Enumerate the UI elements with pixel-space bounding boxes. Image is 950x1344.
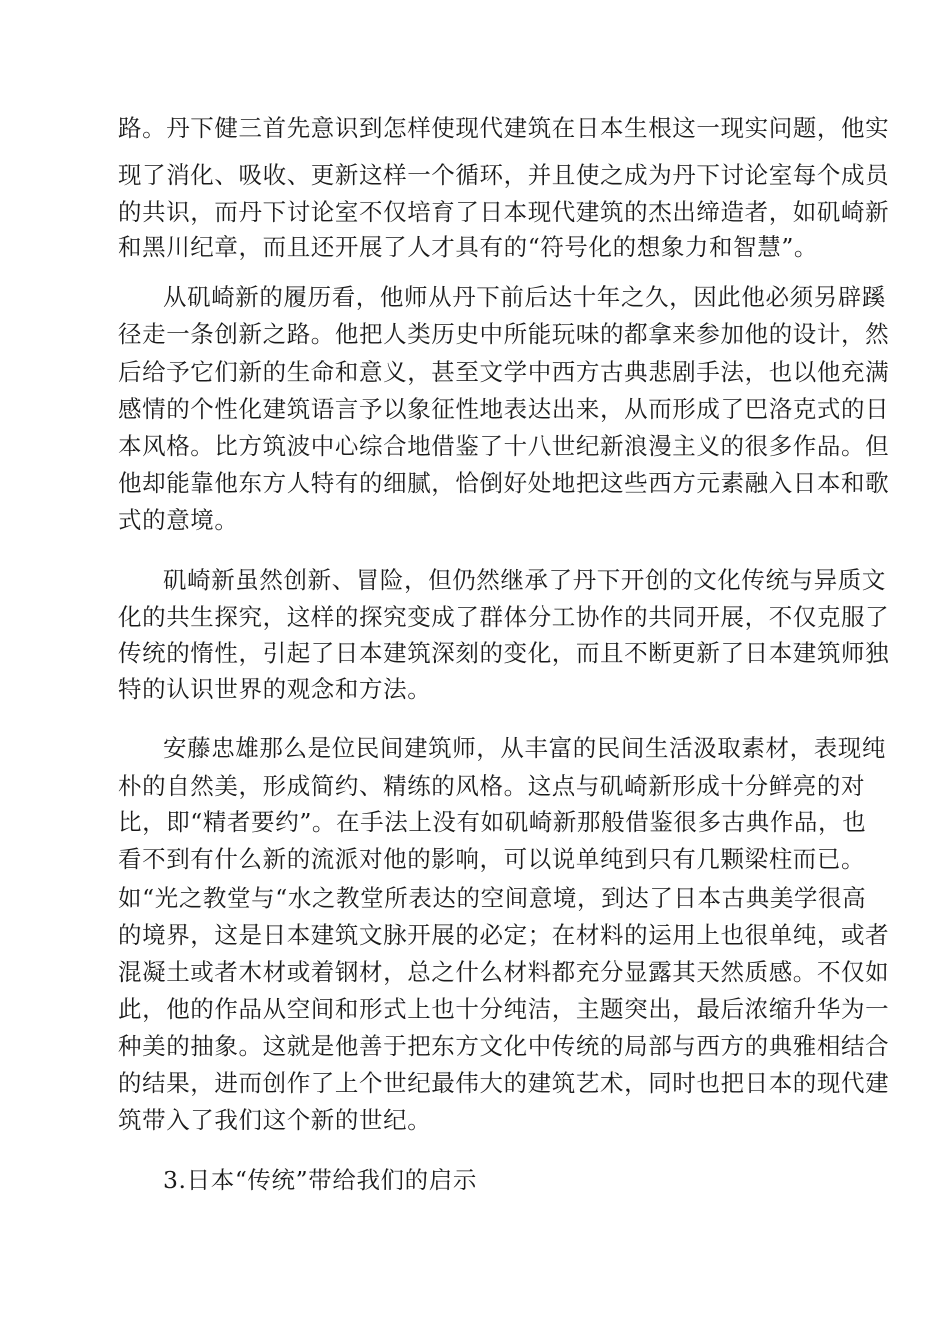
text-line: 此，他的作品从空间和形式上也十分纯洁，主题突出，最后浓缩升华为一 [118, 995, 890, 1023]
text-line: 本风格。比方筑波中心综合地借鉴了十八世纪新浪漫主义的很多作品。但 [118, 432, 890, 460]
text-line: 感情的个性化建筑语言予以象征性地表达出来，从而形成了巴洛克式的日 [118, 395, 890, 423]
text-line: 式的意境。 [118, 506, 239, 534]
text-line: 的境界，这是日本建筑文脉开展的必定；在材料的运用上也很单纯，或者 [118, 921, 890, 949]
text-line: 种美的抽象。这就是他善于把东方文化中传统的局部与西方的典雅相结合 [118, 1032, 890, 1060]
text-line: 比，即“精者要约”。在手法上没有如矶崎新那般借鉴很多古典作品，也 [118, 808, 867, 836]
text-line: 如“光之教堂与“水之教堂所表达的空间意境，到达了日本古典美学很高 [118, 884, 867, 912]
text-line: 特的认识世界的观念和方法。 [118, 675, 432, 703]
text-line: 从矶崎新的履历看，他师从丹下前后达十年之久，因此他必须另辟蹊 [163, 283, 886, 311]
text-line: 他却能靠他东方人特有的细腻，恰倒好处地把这些西方元素融入日本和歌 [118, 469, 890, 497]
text-line: 传统的惰性，引起了日本建筑深刻的变化，而且不断更新了日本建筑师独 [118, 639, 890, 667]
text-line: 的共识，而丹下讨论室不仅培育了日本现代建筑的杰出缔造者，如矶崎新 [118, 198, 890, 226]
text-line: 朴的自然美，形成简约、精练的风格。这点与矶崎新形成十分鲜亮的对 [118, 772, 866, 800]
text-line: 现了消化、吸收、更新这样一个循环，并且使之成为丹下讨论室每个成员 [118, 161, 890, 189]
text-line: 径走一条创新之路。他把人类历史中所能玩味的都拿来参加他的设计，然 [118, 320, 890, 348]
text-line: 混凝土或者木材或着钢材，总之什么材料都充分显露其天然质感。不仅如 [118, 958, 890, 986]
text-line: 后给予它们新的生命和意义，甚至文学中西方古典悲剧手法，也以他充满 [118, 358, 890, 386]
text-line: 路。丹下健三首先意识到怎样使现代建筑在日本生根这一现实问题，他实 [118, 114, 890, 142]
text-line: 矶崎新虽然创新、冒险，但仍然继承了丹下开创的文化传统与异质文 [163, 566, 886, 594]
text-line: 的结果，进而创作了上个世纪最伟大的建筑艺术，同时也把日本的现代建 [118, 1069, 890, 1097]
section-heading: 3.日本“传统”带给我们的启示 [163, 1166, 477, 1194]
text-line: 看不到有什么新的流派对他的影响，可以说单纯到只有几颗梁柱而已。 [118, 845, 866, 873]
text-line: 和黑川纪章，而且还开展了人才具有的“符号化的想象力和智慧”。 [118, 233, 819, 261]
text-line: 筑带入了我们这个新的世纪。 [118, 1106, 432, 1134]
text-line: 安藤忠雄那么是位民间建筑师，从丰富的民间生活汲取素材，表现纯 [163, 734, 886, 762]
text-line: 化的共生探究，这样的探究变成了群体分工协作的共同开展，不仅克服了 [118, 603, 890, 631]
